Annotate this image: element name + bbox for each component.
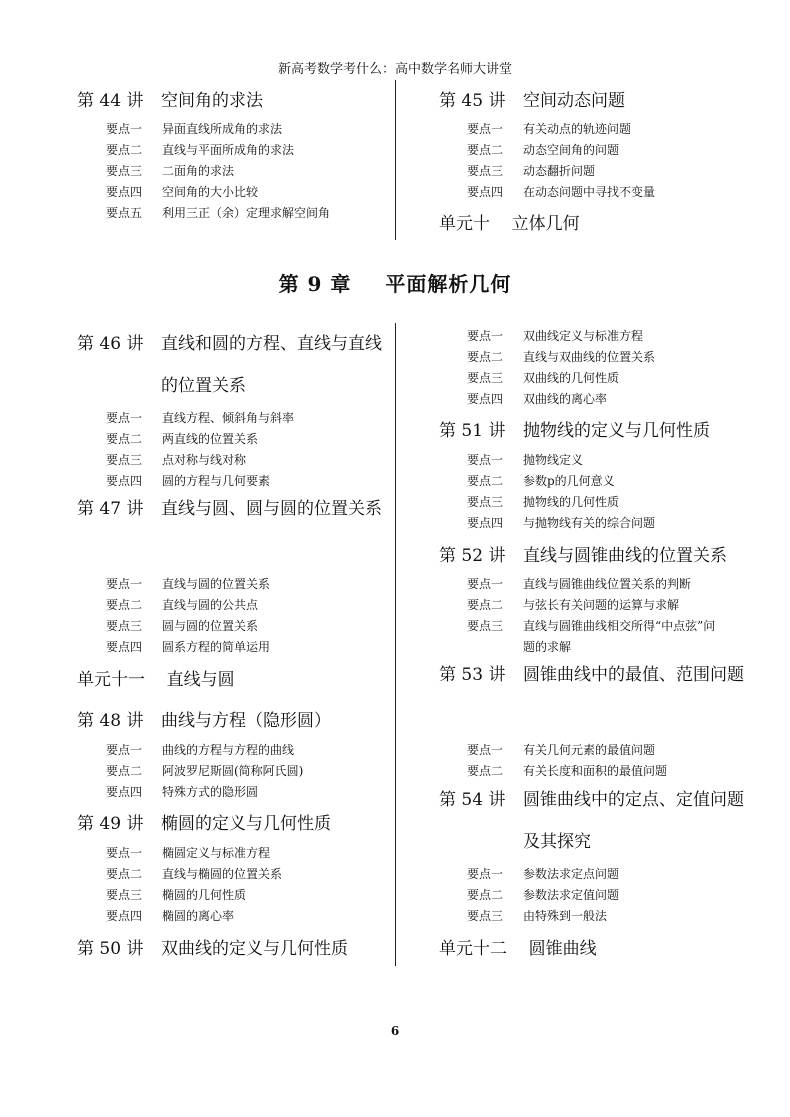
unit-11[interactable]: 单元十一 直线与圆 [77,670,235,690]
lecture-number: 第 45 讲 [439,91,506,111]
lecture-49[interactable] [77,809,331,834]
lecture-number: 第 52 讲 [439,546,506,566]
point-item: 要点四 特殊方式的隐形圆 [106,785,259,799]
point-item: 要点一 椭圆定义与标准方程 [106,846,271,860]
point-item: 要点一 参数法求定点问题 [467,867,620,881]
point-item: 要点四 空间角的大小比较 [106,185,259,199]
point-item: 要点四 在动态问题中寻找不变量 [467,185,656,199]
point-item: 要点三 直线与圆锥曲线相交所得“中点弦”问 [467,619,716,633]
lecture-47[interactable] [77,488,389,530]
point-item: 要点一 有关动点的轨迹问题 [467,122,632,136]
point-item: 要点三 由特殊到一般法 [467,909,608,923]
point-item: 要点三 二面角的求法 [106,164,235,178]
lecture-number: 第 49 讲 [77,814,144,834]
lecture-number: 第 53 讲 [439,665,506,685]
lecture-44[interactable] [77,86,263,111]
top-column-divider [395,80,396,240]
lecture-46[interactable] [77,323,389,407]
point-item: 要点四 双曲线的离心率 [467,392,608,406]
point-item: 要点一 抛物线定义 [467,453,584,467]
lecture-title: 空间角的求法 [161,91,263,111]
point-item: 要点二 参数法求定值问题 [467,888,620,902]
point-item: 要点二 直线与平面所成角的求法 [106,143,295,157]
lecture-number: 第 46 讲 [77,334,144,354]
point-item: 要点四 圆系方程的简单运用 [106,640,271,654]
point-item: 要点二 直线与椭圆的位置关系 [106,867,283,881]
point-item: 要点一 双曲线定义与标准方程 [467,329,644,343]
lecture-title: 直线与圆锥曲线的位置关系 [523,546,727,566]
lecture-53[interactable] [439,654,751,696]
lecture-title: 抛物线的定义与几何性质 [523,421,710,441]
point-item: 要点四 椭圆的离心率 [106,909,235,923]
point-item: 要点一 直线与圆锥曲线位置关系的判断 [467,577,692,591]
point-item: 要点二 直线与双曲线的位置关系 [467,350,656,364]
chapter-number: 第 9 章 [278,272,352,296]
lecture-number: 第 51 讲 [439,421,506,441]
main-column-divider [395,323,396,966]
point-item: 要点三 圆与圆的位置关系 [106,619,259,633]
point-item: 要点三 椭圆的几何性质 [106,888,247,902]
lecture-title: 圆锥曲线中的最值、范围问题 [523,665,744,685]
unit-12[interactable]: 单元十二 圆锥曲线 [439,939,597,959]
lecture-title: 曲线与方程（隐形圆） [161,711,331,731]
lecture-number: 第 50 讲 [77,939,144,959]
lecture-number: 第 48 讲 [77,711,144,731]
chapter-name: 平面解析几何 [385,272,512,296]
lecture-title: 空间动态问题 [523,91,625,111]
lecture-title: 双曲线的定义与几何性质 [161,939,348,959]
lecture-52[interactable] [439,541,727,566]
lecture-54[interactable] [439,779,751,863]
lecture-number: 第 44 讲 [77,91,144,111]
unit-10[interactable]: 单元十 立体几何 [439,214,580,234]
point-item: 要点二 参数p的几何意义 [467,474,615,488]
point-item: 要点二 两直线的位置关系 [106,432,259,446]
lecture-51[interactable] [439,416,710,441]
point-item: 要点一 异面直线所成角的求法 [106,122,283,136]
point-item: 要点三 点对称与线对称 [106,453,247,467]
page-header: 新高考数学考什么：高中数学名师大讲堂 [277,62,512,77]
chapter-title [0,268,790,297]
point-item: 要点二 阿波罗尼斯圆(简称阿氏圆) [106,764,304,778]
point-item: 要点一 曲线的方程与方程的曲线 [106,743,295,757]
lecture-title: 直线和圆的方程、直线与直线的位置关系 [161,334,382,396]
point-item: 要点二 有关长度和面积的最值问题 [467,764,668,778]
point-item: 要点四 与抛物线有关的综合问题 [467,516,656,530]
lecture-number: 第 47 讲 [77,499,144,519]
page-number: 6 [390,1024,400,1038]
lecture-title: 椭圆的定义与几何性质 [161,814,331,834]
point-item: 要点二 直线与圆的公共点 [106,598,259,612]
lecture-number: 第 54 讲 [439,790,506,810]
point-item: 要点一 直线与圆的位置关系 [106,577,271,591]
point-item: 要点五 利用三正（余）定理求解空间角 [106,206,331,220]
point-item: 要点二 动态空间角的问题 [467,143,620,157]
point-item: 题的求解 [523,640,572,654]
lecture-title: 直线与圆、圆与圆的位置关系 [161,499,382,519]
lecture-48[interactable] [77,706,331,731]
point-item: 要点三 双曲线的几何性质 [467,371,620,385]
point-item: 要点三 动态翻折问题 [467,164,596,178]
point-item: 要点三 抛物线的几何性质 [467,495,620,509]
point-item: 要点二 与弦长有关问题的运算与求解 [467,598,680,612]
point-item: 要点一 有关几何元素的最值问题 [467,743,656,757]
lecture-45[interactable] [439,86,625,111]
lecture-title: 圆锥曲线中的定点、定值问题及其探究 [523,790,744,852]
point-item: 要点四 圆的方程与几何要素 [106,474,271,488]
lecture-50[interactable] [77,934,348,959]
point-item: 要点一 直线方程、倾斜角与斜率 [106,411,295,425]
